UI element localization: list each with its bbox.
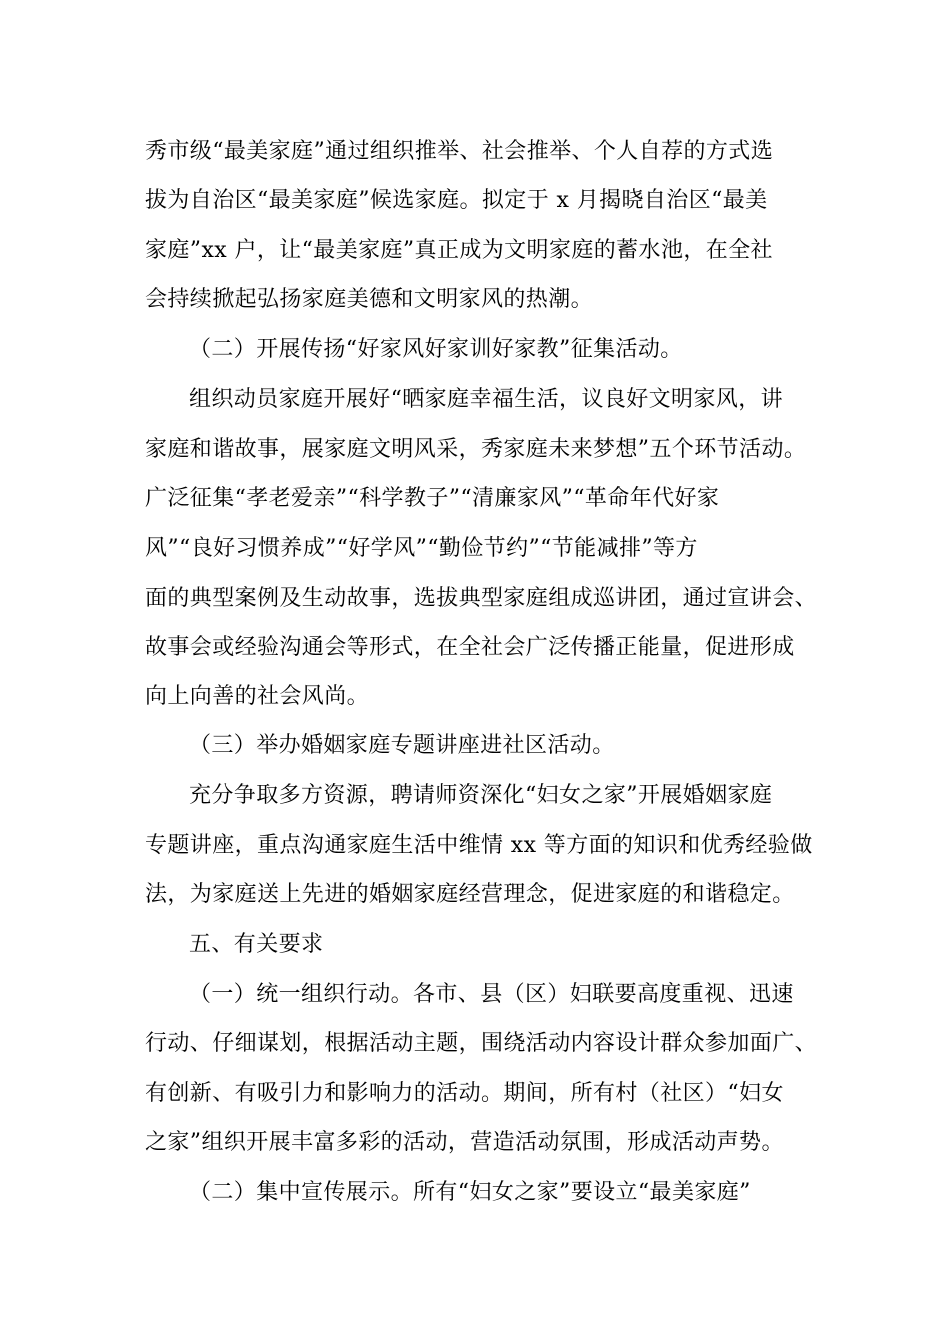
text-line: 法，为家庭送上先进的婚姻家庭经营理念，促进家庭的和谐稳定。 bbox=[145, 882, 795, 907]
section-heading: （二）开展传扬“好家风好家训好家教”征集活动。 bbox=[189, 337, 683, 362]
text-line: 行动、仔细谋划，根据活动主题，围绕活动内容设计群众参加面广、 bbox=[145, 1031, 818, 1056]
text-line: 拔为自治区“最美家庭”候选家庭。拟定于 x 月揭晓自治区“最美 bbox=[145, 188, 768, 213]
text-line: 家庭”xx 户，让“最美家庭”真正成为文明家庭的蓄水池，在全社 bbox=[145, 238, 773, 263]
section-heading: 五、有关要求 bbox=[189, 932, 324, 957]
text-line: 之家”组织开展丰富多彩的活动，营造活动氛围，形成活动声势。 bbox=[145, 1130, 784, 1155]
text-line: 组织动员家庭开展好“晒家庭幸福生活，议良好文明家风，讲 bbox=[189, 387, 784, 412]
text-line: 故事会或经验沟通会等形式，在全社会广泛传播正能量，促进形成 bbox=[145, 635, 795, 660]
text-line: 充分争取多方资源，聘请师资深化“妇女之家”开展婚姻家庭 bbox=[189, 783, 773, 808]
text-line: 广泛征集“孝老爱亲”“科学教子”“清廉家风”“革命年代好家 bbox=[145, 486, 720, 511]
text-line: 秀市级“最美家庭”通过组织推举、社会推举、个人自荐的方式选 bbox=[145, 139, 774, 164]
text-line: 面的典型案例及生动故事，选拔典型家庭组成巡讲团，通过宣讲会、 bbox=[145, 586, 818, 611]
text-line: （二）集中宣传展示。所有“妇女之家”要设立“最美家庭” bbox=[189, 1180, 751, 1205]
text-line: 会持续掀起弘扬家庭美德和文明家风的热潮。 bbox=[145, 287, 594, 312]
text-line: （一）统一组织行动。各市、县（区）妇联要高度重视、迅速 bbox=[189, 982, 794, 1007]
text-line: 家庭和谐故事，展家庭文明风采，秀家庭未来梦想”五个环节活动。 bbox=[145, 437, 807, 462]
text-line: 风”“良好习惯养成”“好学风”“勤俭节约”“节能减排”等方 bbox=[145, 536, 698, 561]
section-heading: （三）举办婚姻家庭专题讲座进社区活动。 bbox=[189, 733, 615, 758]
text-line: 向上向善的社会风尚。 bbox=[145, 684, 370, 709]
text-line: 专题讲座，重点沟通家庭生活中维情 xx 等方面的知识和优秀经验做 bbox=[145, 833, 813, 858]
text-line: 有创新、有吸引力和影响力的活动。期间，所有村（社区）“妇女 bbox=[145, 1081, 784, 1106]
